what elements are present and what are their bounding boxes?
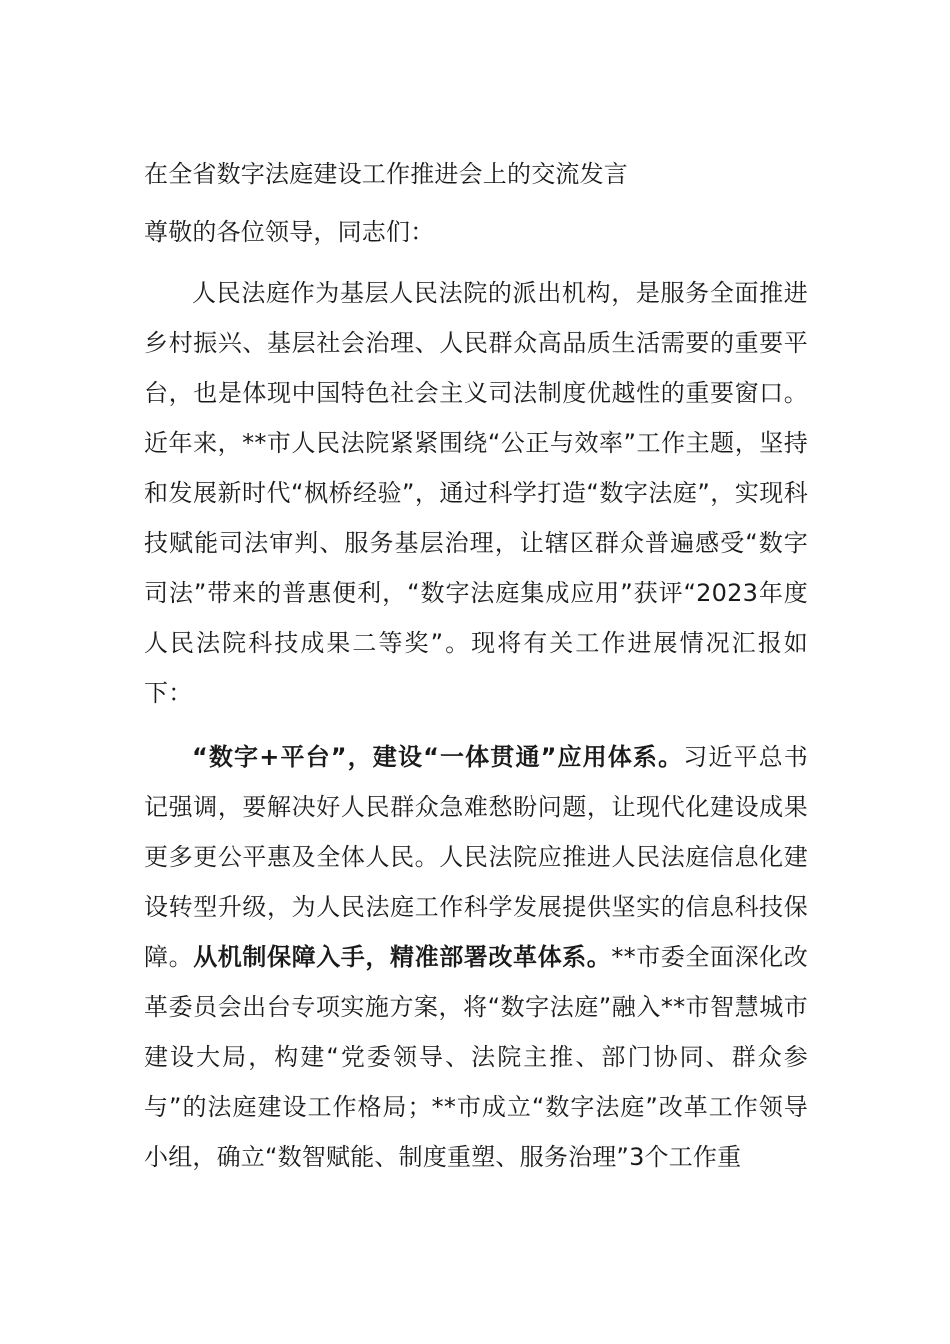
- paragraph-intro: 人民法庭作为基层人民法院的派出机构，是服务全面推进乡村振兴、基层社会治理、人民群众高品质生活需要的重要平台，也是体现中国特色社会主义司法制度优越性的重要窗口。近年来，**市人民法院紧紧围绕“公正与效率”工作主题，坚持和发展新时代“枫桥经验”，通过科学打造“数字法庭”，实现科技赋能司法审判、服务基层治理，让辖区群众普遍感受“数字司法”带来的普惠便利，“数字法庭集成应用”获评“2023年度人民法院科技成果二等奖”。现将有关工作进展情况汇报如下：: [144, 279, 808, 707]
- subsection-heading: 从机制保障入手，精准部署改革体系。: [193, 943, 612, 971]
- paragraph-digital-platform: [144, 732, 808, 1182]
- document-title: 在全省数字法庭建设工作推进会上的交流发言: [144, 160, 628, 188]
- subsection-text: **市委全面深化改革委员会出台专项实施方案，将“数字法庭”融入**市智慧城市建设大局，构建“党委领导、法院主推、部门协同、群众参与”的法庭建设工作格局；**市成立“数字法庭”改革工作领导小组，确立“数智赋能、制度重塑、服务治理”3个工作重: [144, 943, 808, 1171]
- section-text: 习近平总书记强调，要解决好人民群众急难愁盼问题，让现代化建设成果更多更公平惠及全体人民。人民法院应推进人民法庭信息化建设转型升级，为人民法庭工作科学发展提供坚实的信息科技保障。: [144, 743, 809, 971]
- section-heading: “数字+平台”，建设“一体贯通”应用体系。: [192, 743, 684, 771]
- salutation: 尊敬的各位领导，同志们：: [144, 218, 435, 246]
- document-body: [144, 152, 808, 1182]
